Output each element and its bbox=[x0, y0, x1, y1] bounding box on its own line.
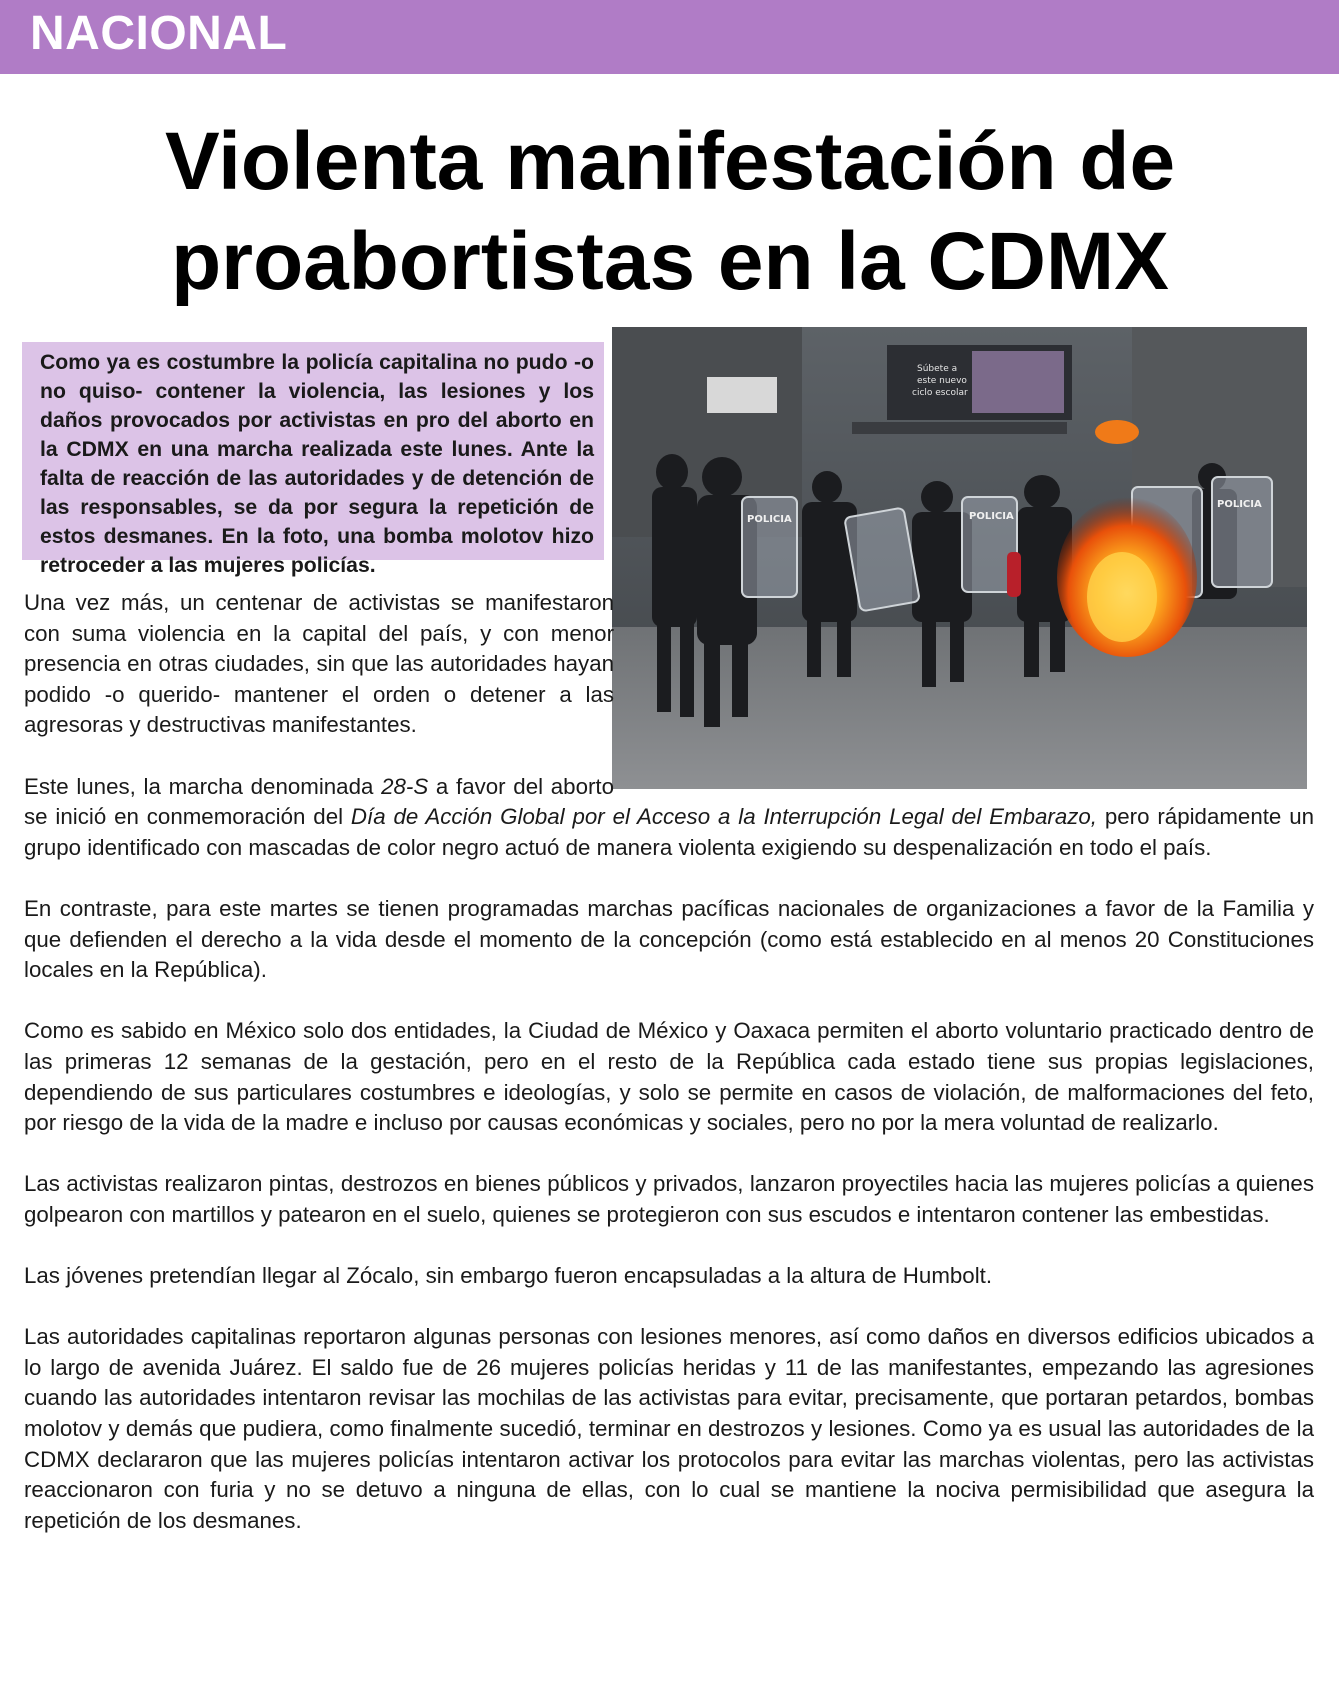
body-paragraph-1: Una vez más, un centenar de activistas se manifestaron con suma violencia en la capital del país, y con menor presencia en otras ciudades, sin que las autoridades hayan podido -o querido- mantener el orden o detener a las agresoras y destructivas manifestantes. bbox=[24, 590, 614, 738]
march-name: 28-S bbox=[381, 773, 429, 799]
billboard-text-1: Súbete a bbox=[917, 364, 958, 374]
billboard bbox=[887, 345, 1072, 420]
lead-summary-text: Como ya es costumbre la policía capitalina no pudo -o no quiso- contener la violencia, las lesiones y los daños provocados por activistas en pro del aborto en la CDMX en una marcha realizada este lunes. Ante la falta de reacción de las autoridades y de detención de las responsables, se da por segura la repetición de estos desmanes. En la foto, una bomba molotov hizo retroceder a las mujeres policías. bbox=[40, 351, 594, 577]
shield-label-1: POLICIA bbox=[747, 514, 792, 525]
body-paragraph-7: Las autoridades capitalinas reportaron algunas personas con lesiones menores, así como daños en diversos edificios ubicados a lo largo de avenida Juárez. El saldo fue de 26 mujeres policías heridas y 11 de las manifestantes, empezando las agresiones cuando las autoridades intentaron revisar las mochilas de las activistas para evitar, precisamente, que portaran petardos, bombas molotov y demás que pudiera, como finalmente sucedió, terminar en destrozos y lesiones. Como ya es usual las autoridades de la CDMX declararon que las mujeres policías intentaron activar los protocolos para evitar las marchas violentas, pero las activistas reaccionaron con furia y no se detuvo a ninguna de ellas, con lo cual se mantiene la nociva permisibilidad que asegura la repetición de los desmanes. bbox=[24, 1324, 1314, 1533]
body-paragraph-4: Como es sabido en México solo dos entidades, la Ciudad de México y Oaxaca permiten el aborto voluntario practicado dentro de las primeras 12 semanas de la gestación, pero en el resto de la República cada estado tiene sus propias legislaciones, dependiendo de sus particulares costumbres e ideologías, y solo se permite en casos de violación, de malformaciones del feto, por riesgo de la vida de la madre e incluso por causas económicas y sociales, pero no por la mera voluntad de realizarlo. bbox=[24, 1018, 1314, 1136]
shield-label-3: POLICIA bbox=[1217, 499, 1262, 510]
photo-float-spacer bbox=[614, 588, 1314, 780]
article-headline bbox=[60, 112, 1280, 312]
billboard-text-3: ciclo escolar bbox=[912, 388, 968, 398]
body-paragraph-2 bbox=[24, 772, 1314, 864]
section-label: NACIONAL bbox=[30, 7, 288, 60]
body-paragraph-6: Las jóvenes pretendían llegar al Zócalo, sin embargo fueron encapsuladas a la altura de Humbolt. bbox=[24, 1263, 993, 1289]
p2-text-c: pero rápidamente un grupo identificado con mascadas de color negro actuó de manera violenta exigiendo su despenalización en todo el país. bbox=[24, 804, 1314, 860]
section-header-bar bbox=[0, 0, 1339, 74]
body-paragraph-3: En contraste, para este martes se tienen programadas marchas pacíficas nacionales de organizaciones a favor de la Familia y que defienden el derecho a la vida desde el momento de la concepción (como está establecido en al menos 20 Constituciones locales en la República). bbox=[24, 895, 1314, 983]
bus-stop-roof bbox=[852, 422, 1067, 434]
p2-text-b: a favor del aborto se inició en conmemoración del bbox=[24, 773, 614, 830]
shield-label-2: POLICIA bbox=[969, 511, 1014, 522]
flying-flame bbox=[1095, 420, 1139, 444]
lead-summary-box bbox=[22, 342, 604, 577]
article-body bbox=[24, 588, 1314, 1567]
billboard-text-2: este nuevo bbox=[917, 376, 967, 386]
p2-text-a: Este lunes, la marcha denominada bbox=[24, 773, 382, 799]
storefront-sign bbox=[707, 377, 777, 413]
body-paragraph-5: Las activistas realizaron pintas, destrozos en bienes públicos y privados, lanzaron proyectiles hacia las mujeres policías a quienes golpearon con martillos y patearon en el suelo, quienes se protegieron con sus escudos e intentaron contener las embestidas. bbox=[24, 1171, 1314, 1227]
headline-line-1: Violenta manifestación de bbox=[164, 116, 1176, 207]
commemoration-name: Día de Acción Global por el Acceso a la Interrupción Legal del Embarazo, bbox=[350, 804, 1097, 830]
headline-line-2: proabortistas en la CDMX bbox=[171, 216, 1169, 307]
